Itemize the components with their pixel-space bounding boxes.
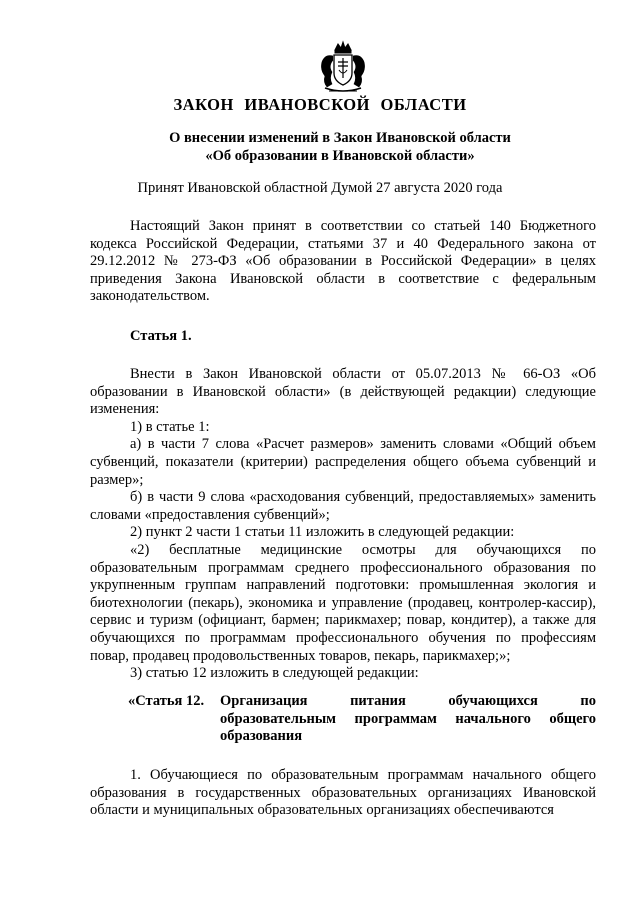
- item-1: 1) в статье 1:: [130, 418, 210, 435]
- item-3: 3) статью 12 изложить в следующей редакции:: [130, 665, 419, 682]
- article-12-body: [90, 767, 596, 820]
- preamble-paragraph: Настоящий Закон принят в соответствии со статьей 140 Бюджетного кодекса Российской Федерации, статьями 37 и 40 Федерального закона от 29.12.2012 № 273-ФЗ «Об образовании в Российской Федерации» в целях приведения Закона Ивановской области в соответствие с федеральным законодательством.: [90, 218, 596, 305]
- preamble-block: [90, 218, 596, 306]
- article-1-intro: Внести в Закон Ивановской области от 05.07.2013 № 66-ОЗ «Об образовании в Ивановской области» (в действующей редакции) следующие изменения:: [90, 366, 596, 418]
- item-2-text: «2) бесплатные медицинские осмотры для обучающихся по образовательным программам среднего профессионального образования по укрупненным группам направлений подготовки: промышленная экология и биотехнологии (пекарь), экономика и управление (продавец, контролер-кассир), сервис и туризм (официант, бармен; парикмахер; повар, кондитер), а также для обучающихся по программам профессионального обучения по профессиям повар, продавец продовольственных товаров, пекарь, парикмахер;»;: [90, 541, 596, 664]
- article-1-heading: Статья 1.: [130, 328, 192, 344]
- coat-of-arms-icon: [315, 40, 371, 96]
- article-12-label: «Статья 12.: [128, 693, 205, 709]
- article-12-paragraph-1: 1. Обучающиеся по образовательным программам начального общего образования в государственных образовательных организациях Ивановской области и муниципальных образовательных организациях обеспечиваются: [90, 767, 596, 819]
- adoption-line: Принят Ивановской областной Думой 27 августа 2020 года: [137, 180, 503, 196]
- law-subtitle: [90, 129, 590, 165]
- article-12-heading: [128, 693, 596, 746]
- law-title: ЗАКОН ИВАНОВСКОЙ ОБЛАСТИ: [173, 95, 467, 114]
- article-12-title: Организация питания обучающихся по образовательным программам начального общего образования: [220, 693, 596, 745]
- item-1a: а) в части 7 слова «Расчет размеров» заменить словами «Общий объем субвенций, показатели (критерии) распределения общего объема субвенций и размер»;: [90, 436, 596, 488]
- subtitle-line-2: «Об образовании в Ивановской области»: [205, 148, 475, 164]
- subtitle-line-1: О внесении изменений в Закон Ивановской области: [169, 130, 511, 146]
- item-2: 2) пункт 2 части 1 статьи 11 изложить в следующей редакции:: [130, 524, 515, 541]
- article-1-body: [90, 366, 596, 683]
- item-1b: б) в части 9 слова «расходования субвенций, предоставляемых» заменить словами «предоставления субвенций»;: [90, 489, 596, 523]
